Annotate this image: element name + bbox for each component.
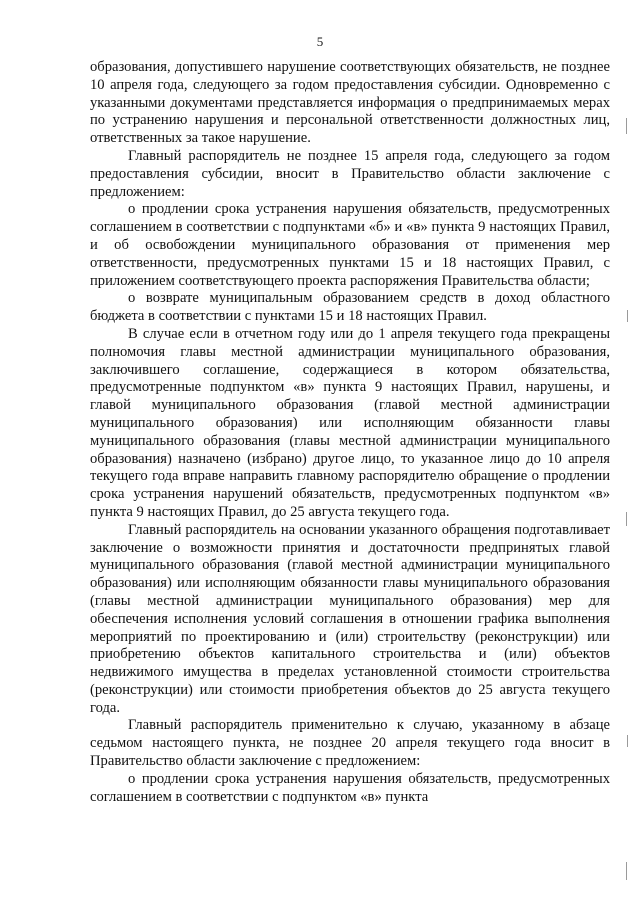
paragraph-refund-proposal: о возврате муниципальным образованием средств в доход областного бюджета в соответствии с пунктами 15 и 18 настоящих Правил. xyxy=(90,290,610,325)
paragraph-extension-proposal: о продлении срока устранения нарушения обязательств, предусмотренных соглашением в соответствии с подпунктами «б» и «в» пункта 9 настоящих Правил, и об освобождении муниципального образования от применения мер ответственности, предусмотренных пунктами 15 и 18 настоящих Правил, с приложением соответствующего проекта распоряжения Правительства области; xyxy=(90,201,610,289)
page-number: 5 xyxy=(316,34,324,49)
paragraph-continuation: образования, допустившего нарушение соответствующих обязательств, не позднее 10 апреля года, следующего за годом предоставления субсидии. Одновременно с указанными документами представляется информация о предпринимаемых мерах по устранению нарушения и персональной ответственности должностных лиц, ответственных за такое нарушение. xyxy=(90,59,610,147)
scan-edge-mark xyxy=(626,118,627,134)
scan-edge-mark xyxy=(627,310,628,322)
paragraph-april-20-proposal: Главный распорядитель применительно к случаю, указанному в абзаце седьмом настоящего пункта, не позднее 20 апреля текущего года вносит в Правительство области заключение с предложением: xyxy=(90,717,610,770)
scan-edge-mark xyxy=(626,862,627,880)
paragraph-main-distributor-deadline: Главный распорядитель не позднее 15 апреля года, следующего за годом предоставления субсидии, вносит в Правительство области заключение с предложением: xyxy=(90,147,610,200)
paragraph-extension-continued: о продлении срока устранения нарушения обязательств, предусмотренных соглашением в соответствии с подпунктом «в» пункта xyxy=(90,770,610,805)
scan-edge-mark xyxy=(627,735,628,747)
paragraph-termination-case: В случае если в отчетном году или до 1 апреля текущего года прекращены полномочия главы местной администрации муниципального образования, заключившего соглашение, содержащиеся в котором обязательства, предусмотренные подпунктом «в» пункта 9 настоящих Правил, нарушены, и главой муниципального образования (главой местной администрации муниципального образования) или исполняющим обязанности главы муниципального образования (главы местной администрации муниципального образования) назначено (избрано) другое лицо, то указанное лицо до 10 апреля текущего года вправе направить главному распорядителю обращение о продлении срока устранения нарушений обязательств, предусмотренных подпунктом «в» пункта 9 настоящих Правил, до 25 августа текущего года. xyxy=(90,325,610,520)
paragraph-conclusion-preparation: Главный распорядитель на основании указанного обращения подготавливает заключение о возможности принятия и достаточности предпринятых главой муниципального образования (главой местной администрации муниципального образования) или исполняющим обязанности главы муниципального образования (главы местной администрации муниципального образования) мер для обеспечения исполнения условий соглашения в отношении графика выполнения мероприятий по проектированию и (или) строительству (реконструкции) или приобретению объектов капитального строительства и (или) объектов недвижимого имущества в пределах установленной стоимости строительства (реконструкции) или стоимости приобретения объектов до 25 августа текущего года. xyxy=(90,521,610,716)
document-body xyxy=(90,59,610,806)
scan-edge-mark xyxy=(626,512,627,526)
